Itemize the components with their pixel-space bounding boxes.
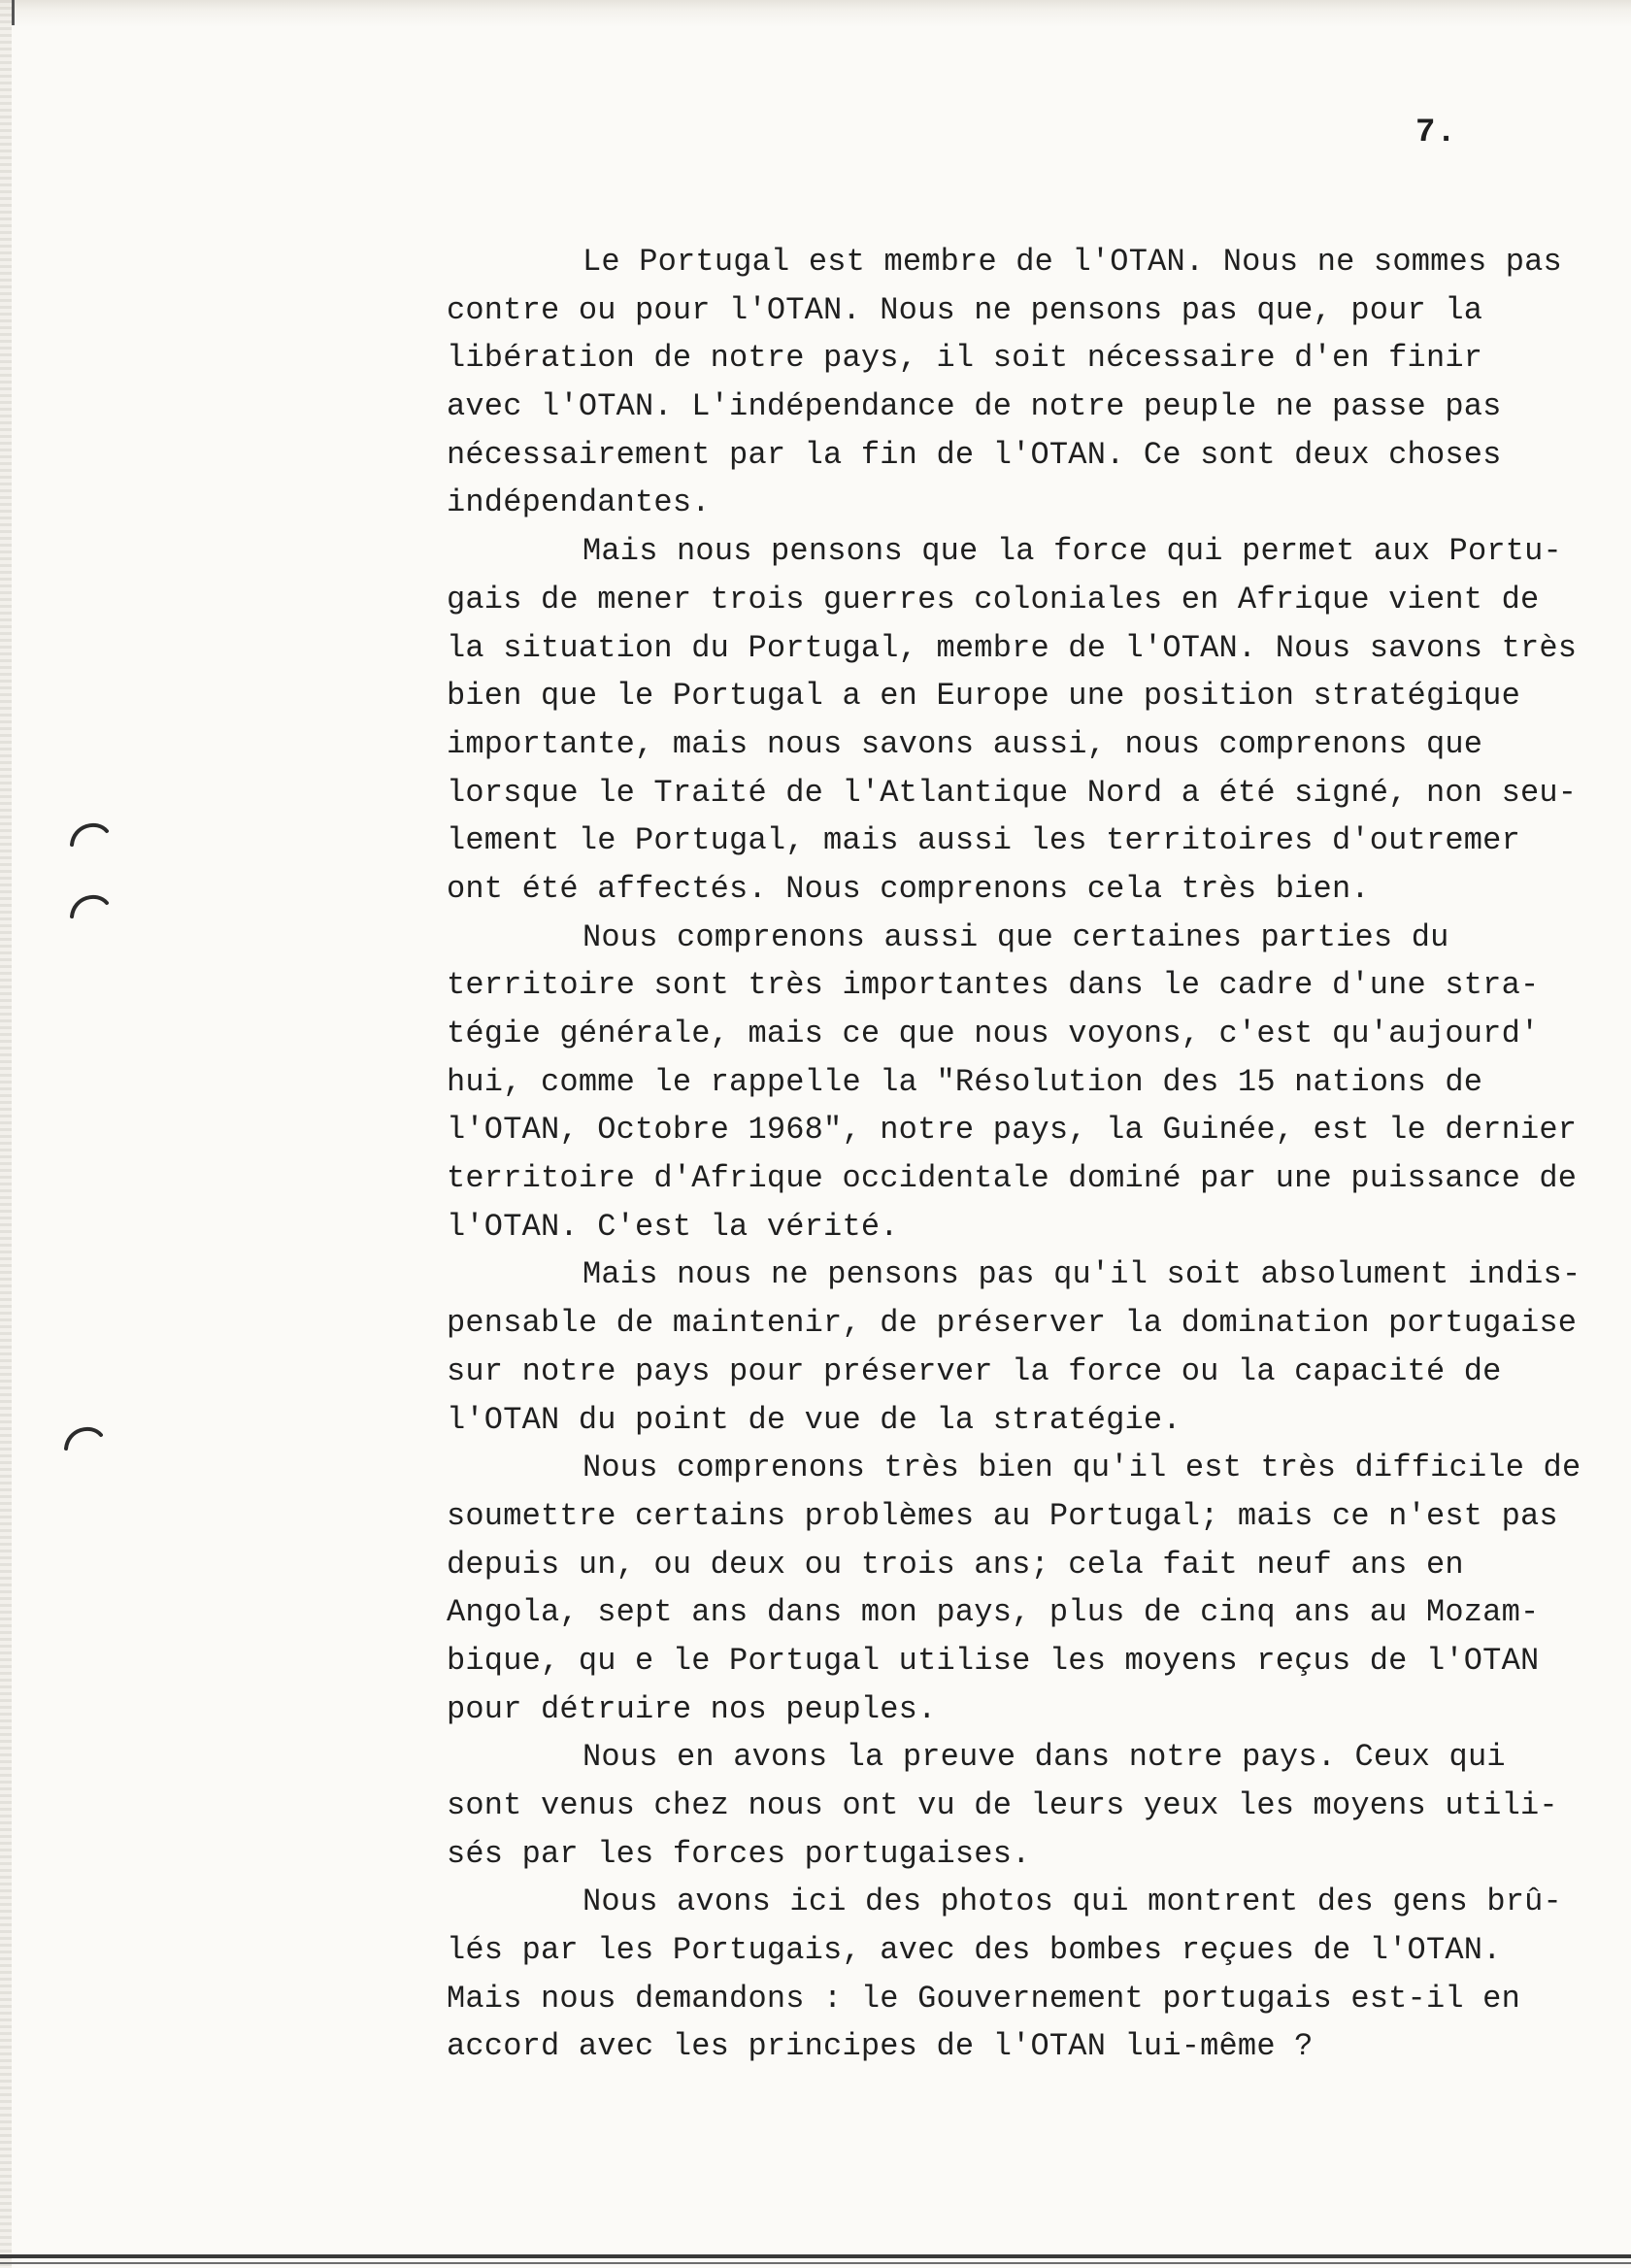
text-line: lorsque le Traité de l'Atlantique Nord a été signé, non seu- xyxy=(447,774,1578,811)
text-line: lés par les Portugais, avec des bombes reçues de l'OTAN. xyxy=(447,1932,1502,1969)
text-line: importante, mais nous savons aussi, nous comprenons que xyxy=(447,725,1483,762)
text-line: territoire d'Afrique occidentale dominé par une puissance de xyxy=(447,1160,1578,1197)
text-line: avec l'OTAN. L'indépendance de notre peuple ne passe pas xyxy=(447,388,1502,425)
text-line: sont venus chez nous ont vu de leurs yeux les moyens utili- xyxy=(447,1787,1558,1823)
text-line: accord avec les principes de l'OTAN lui-même ? xyxy=(447,2028,1314,2065)
text-line: Nous comprenons aussi que certaines parties du xyxy=(582,918,1449,955)
text-line: Mais nous demandons : le Gouvernement portugais est-il en xyxy=(447,1980,1520,2017)
paragraph xyxy=(447,1878,1621,2071)
punch-hole-mark xyxy=(68,885,111,924)
text-line: Nous avons ici des photos qui montrent des gens brû- xyxy=(582,1884,1562,1920)
text-line: ont été affectés. Nous comprenons cela très bien. xyxy=(447,870,1370,907)
text-line: lement le Portugal, mais aussi les territoires d'outremer xyxy=(447,822,1520,859)
text-line: tégie générale, mais ce que nous voyons, c'est qu'aujourd' xyxy=(447,1016,1540,1051)
scan-top-mark xyxy=(12,0,15,25)
text-line: pensable de maintenir, de préserver la domination portugaise xyxy=(447,1305,1578,1342)
paragraph xyxy=(447,914,1621,1251)
scan-left-edge xyxy=(0,0,12,2268)
paragraph xyxy=(447,527,1621,914)
page-number: 7. xyxy=(1415,115,1457,151)
text-line: bique, qu e le Portugal utilise les moyens reçus de l'OTAN xyxy=(447,1642,1540,1679)
text-line: hui, comme le rappelle la "Résolution des 15 nations de xyxy=(447,1063,1483,1100)
punch-hole-mark xyxy=(68,814,111,852)
text-line: bien que le Portugal a en Europe une position stratégique xyxy=(447,678,1520,715)
text-line: nécessairement par la fin de l'OTAN. Ce sont deux choses xyxy=(447,436,1502,473)
text-line: l'OTAN du point de vue de la stratégie. xyxy=(447,1401,1182,1438)
text-line: sur notre pays pour préserver la force ou la capacité de xyxy=(447,1352,1502,1389)
text-line: l'OTAN. C'est la vérité. xyxy=(447,1208,899,1245)
paragraph xyxy=(447,1733,1621,1878)
paragraph xyxy=(447,1251,1621,1444)
text-line: Nous en avons la preuve dans notre pays. Ceux qui xyxy=(582,1739,1506,1776)
scan-bottom-rule xyxy=(0,2254,1631,2258)
text-line: libération de notre pays, il soit nécessaire d'en finir xyxy=(447,340,1483,377)
paragraph xyxy=(447,238,1621,527)
text-line: Mais nous pensons que la force qui permet aux Portu- xyxy=(582,533,1562,570)
body-text xyxy=(447,238,1621,2071)
text-line: indépendantes. xyxy=(447,484,711,521)
text-line: gais de mener trois guerres coloniales en Afrique vient de xyxy=(447,581,1540,617)
punch-hole-mark xyxy=(62,1418,105,1456)
text-line: soumettre certains problèmes au Portugal; mais ce n'est pas xyxy=(447,1497,1558,1534)
text-line: depuis un, ou deux ou trois ans; cela fait neuf ans en xyxy=(447,1546,1464,1583)
paragraph xyxy=(447,1444,1621,1733)
text-line: Le Portugal est membre de l'OTAN. Nous ne sommes pas xyxy=(582,244,1562,280)
scan-top-edge xyxy=(0,0,1631,27)
text-line: contre ou pour l'OTAN. Nous ne pensons pas que, pour la xyxy=(447,291,1483,328)
text-line: territoire sont très importantes dans le cadre d'une stra- xyxy=(447,967,1540,1004)
text-line: sés par les forces portugaises. xyxy=(447,1835,1031,1872)
text-line: l'OTAN, Octobre 1968", notre pays, la Guinée, est le dernier xyxy=(447,1112,1578,1149)
text-line: Angola, sept ans dans mon pays, plus de cinq ans au Mozam- xyxy=(447,1594,1540,1631)
text-line: Mais nous ne pensons pas qu'il soit absolument indis- xyxy=(582,1256,1581,1293)
text-line: Nous comprenons très bien qu'il est très difficile de xyxy=(582,1450,1581,1486)
text-line: la situation du Portugal, membre de l'OTAN. Nous savons très xyxy=(447,629,1578,666)
text-line: pour détruire nos peuples. xyxy=(447,1690,937,1727)
scan-bottom-rule xyxy=(0,2262,1631,2264)
